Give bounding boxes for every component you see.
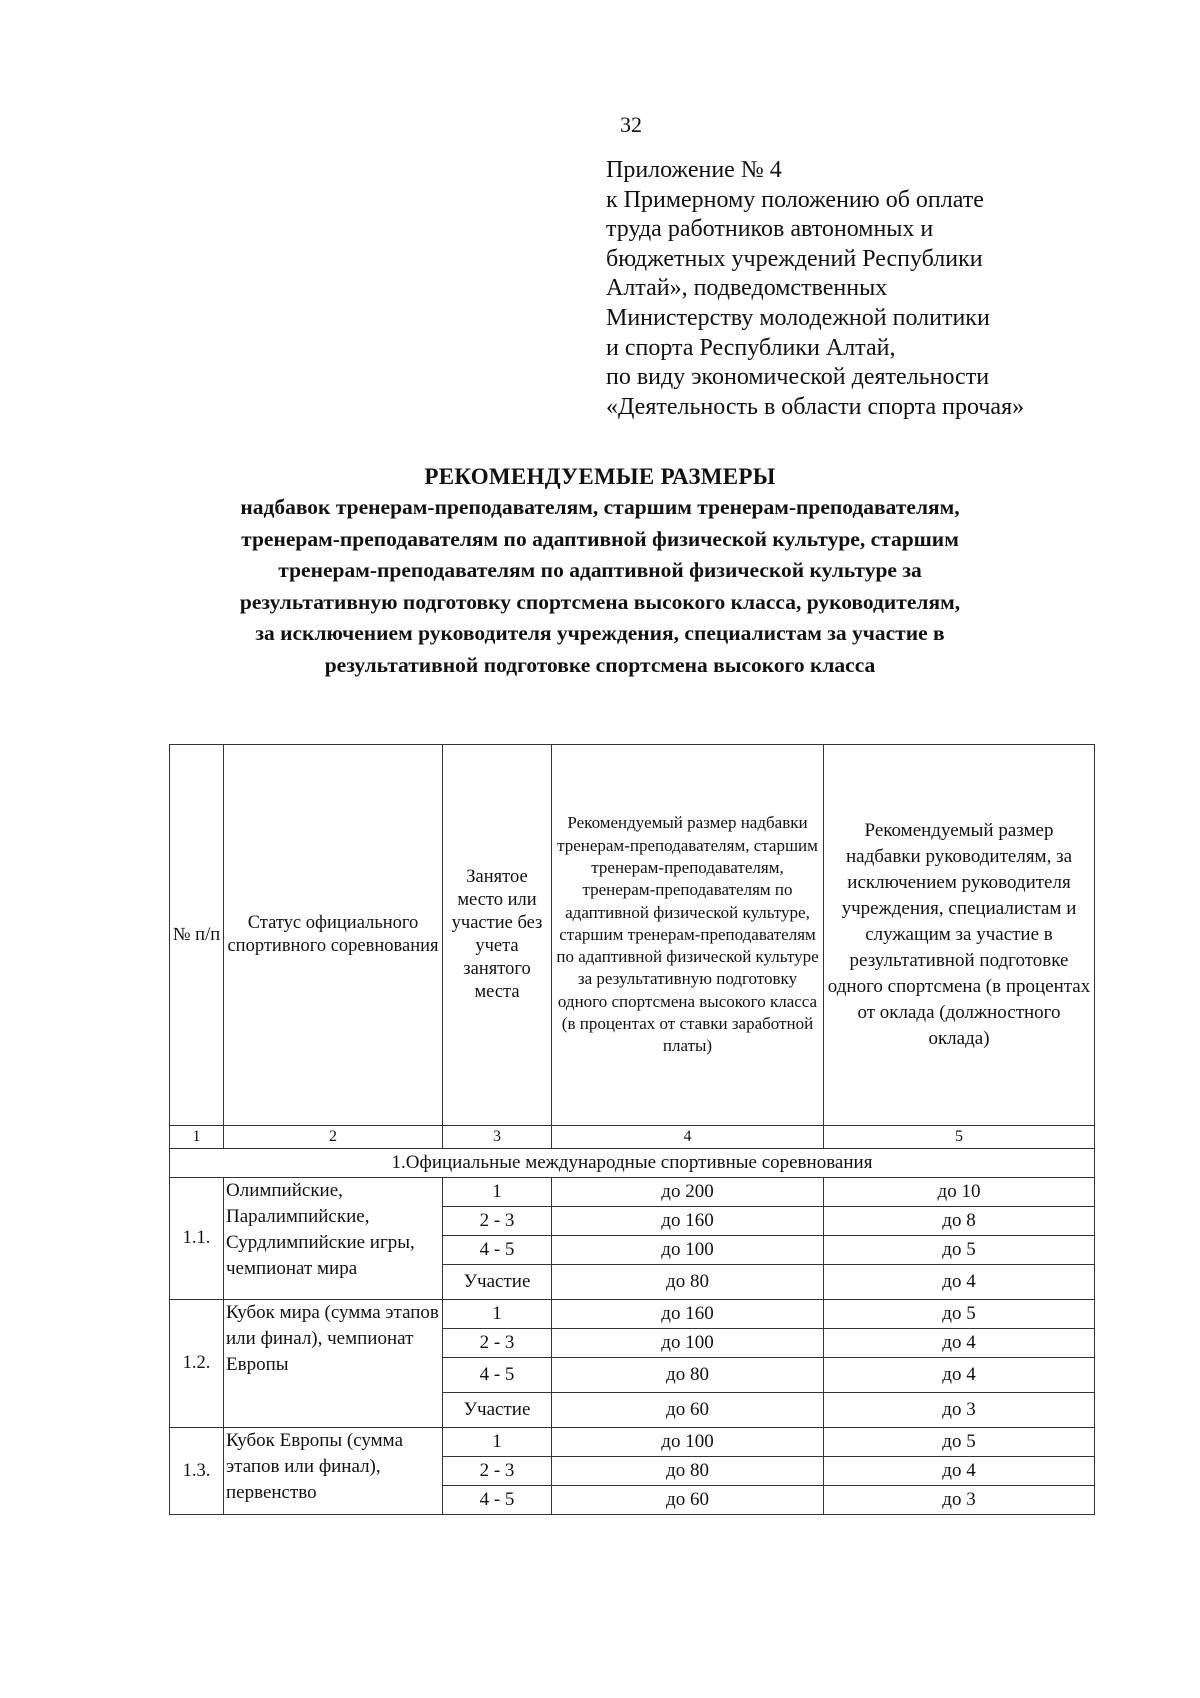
place-cell: 1 (443, 1300, 552, 1329)
row-number: 1.3. (170, 1428, 224, 1515)
table-row (170, 1300, 1095, 1329)
section-row (170, 1149, 1095, 1178)
place-cell: 2 - 3 (443, 1207, 552, 1236)
header-place: Занятое место или участие без учета занятого места (443, 745, 552, 1126)
place-cell: Участие (443, 1265, 552, 1300)
header-number: № п/п (170, 745, 224, 1126)
staff-allowance-cell: до 4 (824, 1457, 1095, 1486)
column-numbers-row (170, 1126, 1095, 1149)
coach-allowance-cell: до 80 (552, 1457, 824, 1486)
place-cell: 4 - 5 (443, 1358, 552, 1393)
coach-allowance-cell: до 100 (552, 1236, 824, 1265)
staff-allowance-cell: до 4 (824, 1329, 1095, 1358)
coach-allowance-cell: до 100 (552, 1329, 824, 1358)
coach-allowance-cell: до 60 (552, 1486, 824, 1515)
title-subtitle (150, 492, 1050, 682)
staff-allowance-cell: до 5 (824, 1236, 1095, 1265)
appendix-line: Приложение № 4 (606, 157, 782, 183)
coach-allowance-cell: до 160 (552, 1300, 824, 1329)
appendix-line: и спорта Республики Алтай, (606, 334, 896, 361)
coach-allowance-cell: до 100 (552, 1428, 824, 1457)
allowance-table (169, 744, 1095, 1515)
header-staff-allowance: Рекомендуемый размер надбавки руководителям, за исключением руководителя учреждения, специалистам и служащим за участие в результативной подготовке одного спортсмена (в процентах от оклада (должностного оклада) (824, 745, 1095, 1126)
competition-status: Олимпийские, Паралимпийские, Сурдлимпийские игры, чемпионат мира (224, 1178, 443, 1300)
appendix-line: «Деятельность в области спорта прочая» (606, 393, 1025, 420)
title-sub-line: результативную подготовку спортсмена высокого класса, руководителям, (239, 589, 961, 614)
place-cell: 2 - 3 (443, 1329, 552, 1358)
coach-allowance-cell: до 80 (552, 1358, 824, 1393)
appendix-block (606, 156, 1126, 422)
row-number: 1.2. (170, 1300, 224, 1428)
staff-allowance-cell: до 5 (824, 1428, 1095, 1457)
header-status: Статус официального спортивного соревнования (224, 745, 443, 1126)
section-title: 1.Официальные международные спортивные соревнования (170, 1149, 1095, 1178)
title-sub-line: за исключением руководителя учреждения, специалистам за участие в (255, 621, 945, 646)
appendix-line: к Примерному положению об оплате (606, 186, 984, 213)
competition-status: Кубок мира (сумма этапов или финал), чемпионат Европы (224, 1300, 443, 1428)
place-cell: 1 (443, 1428, 552, 1457)
place-cell: 4 - 5 (443, 1486, 552, 1515)
appendix-line: Алтай», подведомственных (606, 275, 888, 302)
staff-allowance-cell: до 4 (824, 1265, 1095, 1300)
appendix-line: Министерству молодежной политики (606, 304, 990, 331)
coach-allowance-cell: до 160 (552, 1207, 824, 1236)
title-sub-line: результативной подготовке спортсмена высокого класса (324, 652, 876, 677)
staff-allowance-cell: до 10 (824, 1178, 1095, 1207)
appendix-line: бюджетных учреждений Республики (606, 245, 983, 272)
coach-allowance-cell: до 200 (552, 1178, 824, 1207)
competition-status: Кубок Европы (сумма этапов или финал), первенство (224, 1428, 443, 1515)
place-cell: 1 (443, 1178, 552, 1207)
title-sub-line: надбавок тренерам-преподавателям, старшим тренерам-преподавателям, (240, 495, 960, 519)
staff-allowance-cell: до 5 (824, 1300, 1095, 1329)
staff-allowance-cell: до 3 (824, 1393, 1095, 1428)
coach-allowance-cell: до 80 (552, 1265, 824, 1300)
staff-allowance-cell: до 3 (824, 1486, 1095, 1515)
staff-allowance-cell: до 4 (824, 1358, 1095, 1393)
place-cell: 4 - 5 (443, 1236, 552, 1265)
row-number: 1.1. (170, 1178, 224, 1300)
coach-allowance-cell: до 60 (552, 1393, 824, 1428)
table-row (170, 1428, 1095, 1457)
column-number: 3 (443, 1126, 552, 1149)
table-header-row (170, 745, 1095, 1126)
column-number: 1 (170, 1126, 224, 1149)
document-title (150, 462, 1050, 682)
appendix-line: труда работников автономных и (606, 216, 934, 243)
appendix-line: по виду экономической деятельности (606, 364, 990, 391)
column-number: 4 (552, 1126, 824, 1149)
title-sub-line: тренерам-преподавателям по адаптивной физической культуре, старшим (241, 526, 959, 551)
page-number: 32 (620, 112, 642, 137)
staff-allowance-cell: до 8 (824, 1207, 1095, 1236)
title-sub-line: тренерам-преподавателям по адаптивной физической культуре за (278, 558, 922, 583)
place-cell: 2 - 3 (443, 1457, 552, 1486)
column-number: 2 (224, 1126, 443, 1149)
header-coach-allowance: Рекомендуемый размер надбавки тренерам-преподавателям, старшим тренерам-преподавателям, тренерам-преподавателям по адаптивной физической культуре, старшим тренерам-преподавателям по адаптивной физической культуре за результативную подготовку одного спортсмена высокого класса (в процентах от ставки заработной платы) (552, 745, 824, 1126)
column-number: 5 (824, 1126, 1095, 1149)
place-cell: Участие (443, 1393, 552, 1428)
table-row (170, 1178, 1095, 1207)
title-main: РЕКОМЕНДУЕМЫЕ РАЗМЕРЫ (424, 464, 776, 489)
